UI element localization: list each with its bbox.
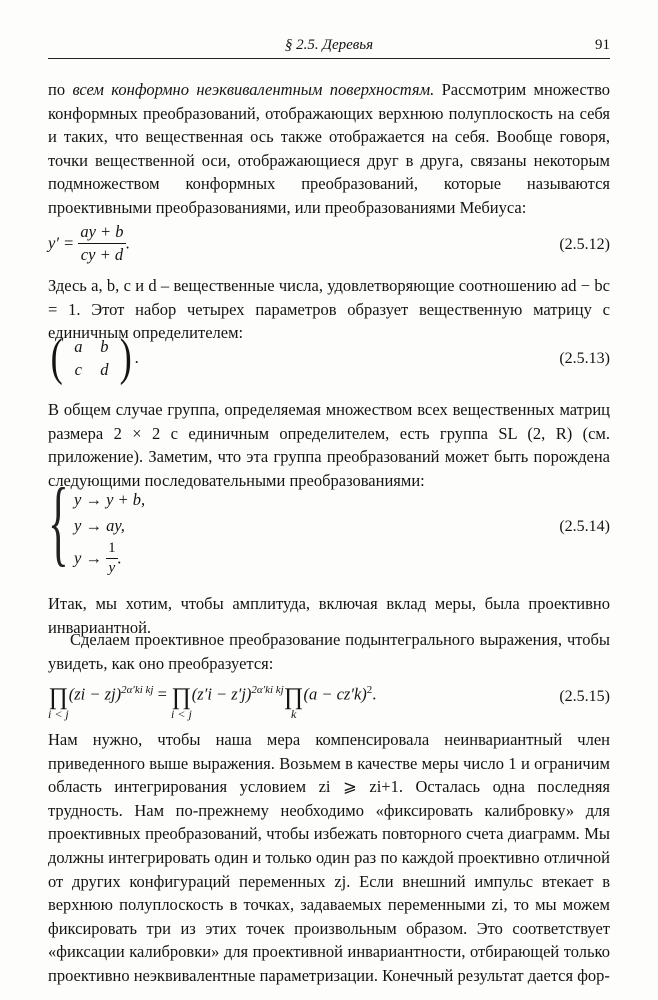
paragraph-mobius-intro xyxy=(48,78,610,220)
eq-lhs: y′ = xyxy=(48,233,75,253)
system-fraction xyxy=(106,540,118,577)
eq-tail: . xyxy=(125,233,130,253)
product-symbol: ∏ xyxy=(48,684,69,710)
product-subscript: i < j xyxy=(171,707,192,721)
equation-number: (2.5.14) xyxy=(559,518,610,535)
equation-number: (2.5.12) xyxy=(559,236,610,253)
equation-number: (2.5.15) xyxy=(559,688,610,705)
paragraph-lead: по xyxy=(48,80,66,99)
paragraph-sl2r: В общем случае группа, определяемая множеством всех вещественных матриц размера 2 × 2 с единичным определителем, есть группа SL (2, R) (см. приложение). Заметим, что эта группа преобразований может быть порождена следующими последовательными преобразованиями: xyxy=(48,400,610,490)
eq-tail: . xyxy=(117,548,122,568)
exponent: 2α′ki kj xyxy=(251,684,284,696)
left-paren: ( xyxy=(50,329,63,386)
product-symbol: ∏ xyxy=(171,684,192,710)
matrix-entry: b xyxy=(100,337,109,356)
eq-tail: . xyxy=(134,348,139,367)
emphasized-phrase: всем конформно неэквивалентным поверхностям. xyxy=(72,80,435,99)
product-subscript: k xyxy=(290,707,297,721)
matrix-entry: c xyxy=(74,360,82,379)
system-line3-lhs: y → xyxy=(74,548,102,568)
section-title: § 2.5. Деревья xyxy=(284,37,374,53)
eq-tail: . xyxy=(372,684,377,704)
system-line: y → ay, xyxy=(74,516,125,535)
system-line-3 xyxy=(74,540,122,577)
equation-2-5-14 xyxy=(48,468,610,588)
paragraph-text: Рассмотрим множество конформных преобразований, отображающих верхнюю полуплоскость на себя и таких, что вещественная ось также отображается на себя. Вообще говоря, точки вещественной оси, отображающиеся друг в друга, связаны некоторым подмножеством конформных преобразований, которые называются проективными преобразованиями, или преобразованиями Мебиуса: xyxy=(48,80,611,217)
exponent: 2 xyxy=(366,684,373,696)
product-operator xyxy=(284,684,304,720)
fraction-denominator: y xyxy=(108,560,116,576)
equals-sign: = xyxy=(157,684,167,704)
paragraph-transformation: Сделаем проективное преобразование подынтегрального выражения, чтобы увидеть, как оно преобразуется: xyxy=(48,630,610,673)
term: (a − cz′k) xyxy=(303,684,367,704)
paragraph-matrix-intro: Здесь a, b, c и d – вещественные числа, удовлетворяющие соотношению ad − bc = 1. Этот набор четырех параметров образует вещественную матрицу с единичным определителем: xyxy=(48,276,610,343)
term: (z′i − z′j) xyxy=(191,684,252,704)
running-header xyxy=(48,34,610,59)
exponent: 2α′ki kj xyxy=(121,684,154,696)
fraction-numerator: 1 xyxy=(106,540,118,559)
equation-2-5-12 xyxy=(48,222,610,270)
matrix xyxy=(65,335,117,381)
matrix-entry: d xyxy=(100,360,109,379)
product-operator xyxy=(48,684,69,720)
system-line: y → y + b, xyxy=(74,490,146,509)
right-paren: ) xyxy=(119,329,133,386)
equation-2-5-15 xyxy=(48,684,610,726)
paragraph-invariance: Итак, мы хотим, чтобы амплитуда, включая вклад меры, была проективно инвариантной. xyxy=(48,594,610,637)
equation-2-5-13 xyxy=(48,329,610,388)
eq-fraction xyxy=(78,222,125,265)
term: (zi − zj) xyxy=(68,684,122,704)
eq-denominator: cy + d xyxy=(80,245,124,264)
product-operator xyxy=(171,684,192,720)
matrix-entry: a xyxy=(74,337,83,356)
page-number: 91 xyxy=(595,37,610,53)
paragraph-gauge-fixing: Нам нужно, чтобы наша мера компенсировала неинвариантный член приведенного выше выражения. Возьмем в качестве меры число 1 и ограничим область интегрирования условием zi ⩾ zi+1. Осталась одна последняя трудность. Нам по-прежнему необходимо «фиксировать калибровку» для проективных преобразований, чтобы избежать повторного счета диаграмм. Мы должны интегрировать один и только один раз по каждой проективно отличной от других конфигураций переменных zj. Если внешний импульс втекает в верхнюю полуплоскость в точках, задаваемых переменными zi, то мы можем фиксировать три из этих точек произвольным образом. Это соответствует «фиксации калибровки» для проективной инвариантности, отбирающей только проективно неэквивалентные параметризации. Конечный результат дается фор- xyxy=(48,730,610,985)
product-symbol: ∏ xyxy=(283,684,304,710)
left-brace: { xyxy=(48,468,69,575)
product-subscript: i < j xyxy=(48,707,69,721)
eq-numerator: ay + b xyxy=(78,222,125,244)
equation-number: (2.5.13) xyxy=(559,350,610,367)
